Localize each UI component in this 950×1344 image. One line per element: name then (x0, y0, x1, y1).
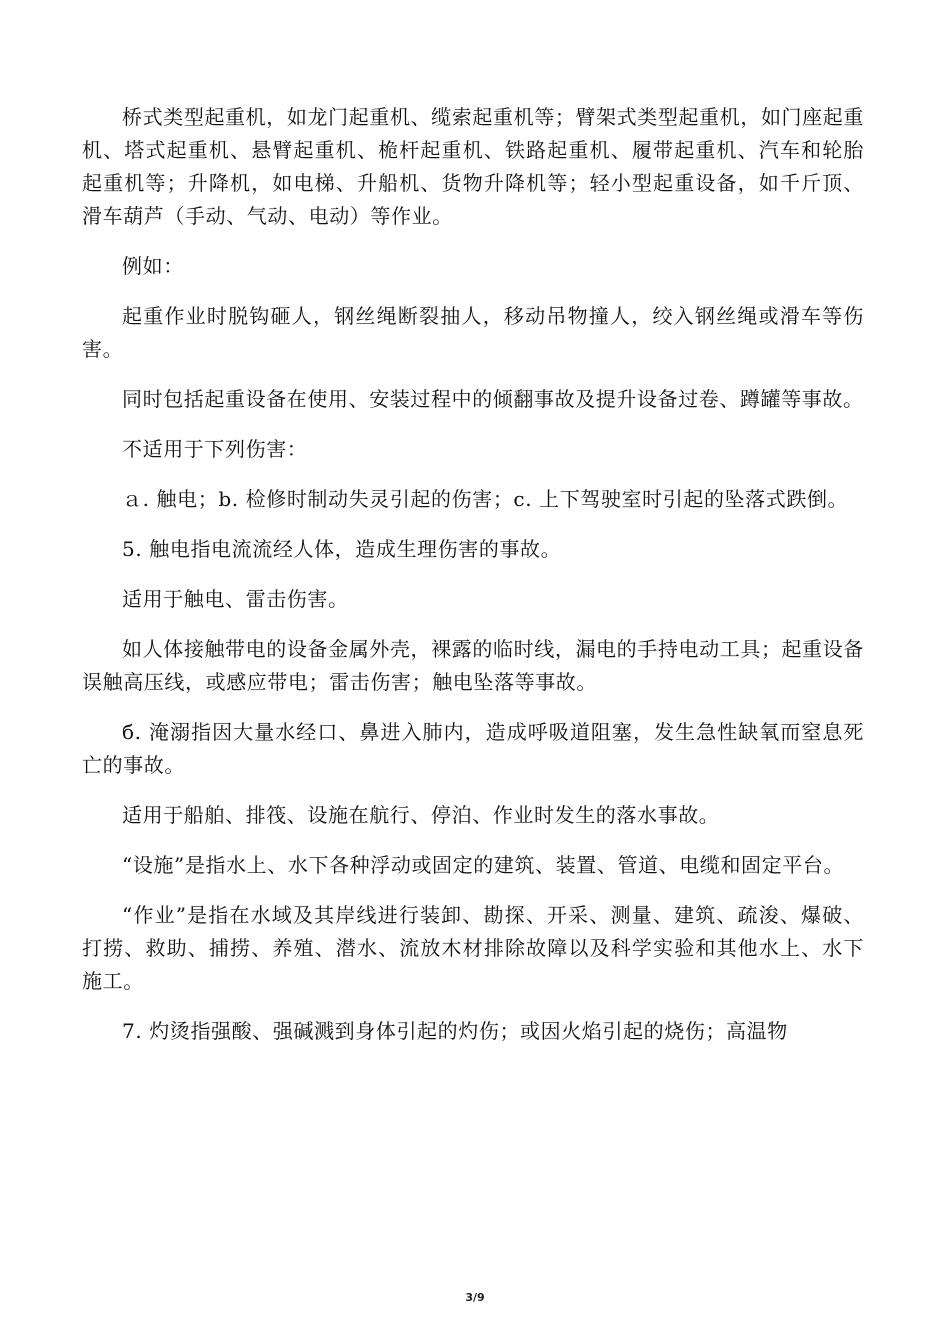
paragraph-drowning-definition: б. 淹溺指因大量水经口、鼻进入肺内，造成呼吸道阻塞，发生急性缺氧而窒息死亡的事故。 (82, 720, 864, 777)
page-number: 3/9 (465, 1291, 485, 1304)
paragraph-crane-injuries: 起重作业时脱钩砸人，钢丝绳断裂抽人，移动吊物撞人，绞入钢丝绳或滑车等伤害。 (82, 304, 864, 361)
paragraph-crane-types: 桥式类型起重机，如龙门起重机、缆索起重机等；臂架式类型起重机，如门座起重机、塔式起重机、悬臂起重机、桅杆起重机、铁路起重机、履带起重机、汽车和轮胎起重机等；升降机，如电梯、升船机、货物升降机等；轻小型起重设备，如千斤顶、滑车葫芦（手动、气动、电动）等作业。 (82, 105, 864, 228)
paragraph-not-applicable-list: ａ. 触电；b. 检修时制动失灵引起的伤害；c. 上下驾驶室时引起的坠落式跌倒。 (122, 487, 849, 511)
paragraph-drowning-scope: 适用于船舶、排筏、设施在航行、停泊、作业时发生的落水事故。 (122, 803, 720, 827)
paragraph-operation-definition: “作业”是指在水域及其岸线进行装卸、勘探、开采、测量、建筑、疏浚、爆破、打捞、救助、捕捞、养殖、潜水、流放木材排除故障以及科学实验和其他水上、水下施工。 (82, 903, 864, 993)
paragraph-burn-definition: 7. 灼烫指强酸、强碱溅到身体引起的灼伤；或因火焰引起的烧伤；高温物 (122, 1019, 788, 1043)
paragraph-crane-accidents: 同时包括起重设备在使用、安装过程中的倾翻事故及提升设备过卷、蹲罐等事故。 (122, 387, 864, 411)
paragraph-example-heading: 例如： (122, 254, 184, 278)
paragraph-electric-shock-definition: 5. 触电指电流流经人体，造成生理伤害的事故。 (122, 537, 562, 561)
paragraph-facility-definition: “设施”是指水上、水下各种浮动或固定的建筑、装置、管道、电缆和固定平台。 (122, 853, 845, 877)
paragraph-electric-shock-examples: 如人体接触带电的设备金属外壳，裸露的临时线，漏电的手持电动工具；起重设备误触高压线，或感应带电；雷击伤害；触电坠落等事故。 (82, 637, 864, 694)
document-body (82, 101, 864, 1065)
paragraph-not-applicable-heading: 不适用于下列伤害： (122, 437, 308, 461)
paragraph-electric-shock-scope: 适用于触电、雷击伤害。 (122, 587, 349, 611)
